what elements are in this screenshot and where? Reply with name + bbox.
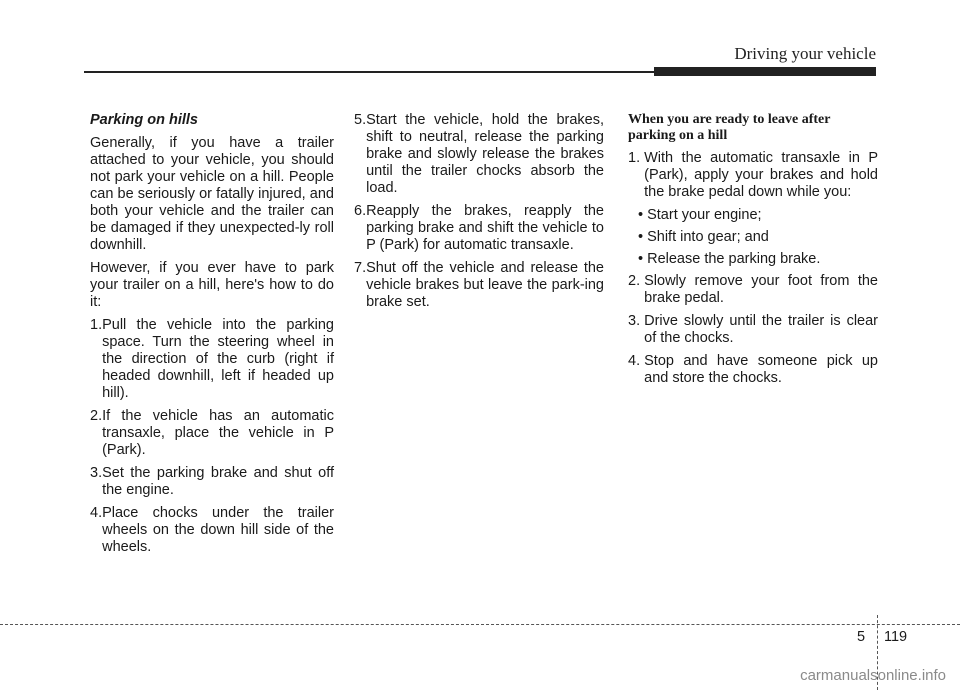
- step-text: Slowly remove your foot from the brake pedal.: [644, 273, 878, 306]
- subsection-heading: When you are ready to leave after parking on a hill: [628, 112, 831, 143]
- step-text: Place chocks under the trailer wheels on the down hill side of the wheels.: [102, 505, 334, 555]
- bullet-item: • Start your engine;: [638, 207, 762, 223]
- section-header-title: Driving your vehicle: [734, 44, 876, 63]
- step-number: 5.: [354, 112, 367, 128]
- step-number: 7.: [354, 260, 367, 276]
- step-item: [354, 203, 604, 254]
- section-number: 5: [857, 629, 866, 645]
- page-number: 119: [884, 629, 908, 645]
- step-item: [354, 112, 604, 197]
- step-item: [628, 353, 878, 387]
- step-number: 6.: [354, 203, 367, 219]
- step-item: [90, 465, 334, 499]
- bullet-item: • Release the parking brake.: [638, 251, 821, 267]
- step-text: Start the vehicle, hold the brakes, shift to neutral, release the parking brake and slowly release the brakes until the trailer chocks absorb the load.: [366, 112, 604, 196]
- step-number: 3.: [628, 313, 645, 329]
- step-item: [628, 150, 878, 201]
- step-number: 1.: [628, 150, 645, 166]
- step-item: [628, 273, 878, 307]
- step-text: Stop and have someone pick up and store the chocks.: [644, 353, 878, 386]
- step-text: Shut off the vehicle and release the vehicle brakes but leave the park-ing brake set.: [366, 260, 604, 310]
- column-right: [628, 112, 878, 393]
- step-item: [90, 317, 334, 402]
- step-text: Set the parking brake and shut off the engine.: [102, 465, 334, 498]
- step-number: 2.: [90, 408, 103, 424]
- step-number: 2.: [628, 273, 645, 289]
- header-rule-bar: [654, 67, 876, 76]
- step-number: 1.: [90, 317, 103, 333]
- step-text: If the vehicle has an automatic transaxle, place the vehicle in P (Park).: [102, 408, 334, 458]
- step-item: [354, 260, 604, 311]
- step-number: 3.: [90, 465, 103, 481]
- footer-rule: [0, 624, 960, 625]
- step-number: 4.: [628, 353, 645, 369]
- step-text: Drive slowly until the trailer is clear of the chocks.: [644, 313, 878, 346]
- bullet-item: • Shift into gear; and: [638, 229, 769, 245]
- column-middle: [354, 112, 604, 317]
- watermark: carmanualsonline.info: [800, 667, 946, 684]
- step-text: Reapply the brakes, reapply the parking brake and shift the vehicle to P (Park) for automatic transaxle.: [366, 203, 604, 253]
- step-item: [628, 313, 878, 347]
- step-text: Pull the vehicle into the parking space. Turn the steering wheel in the direction of the curb (right if headed downhill, left if headed up hill).: [102, 317, 334, 401]
- step-number: 4.: [90, 505, 103, 521]
- step-text: With the automatic transaxle in P (Park), apply your brakes and hold the brake pedal down while you:: [644, 150, 878, 200]
- header-rule: [84, 71, 654, 73]
- section-heading: Parking on hills: [90, 112, 198, 128]
- column-left: [90, 112, 334, 562]
- step-item: [90, 408, 334, 459]
- step-item: [90, 505, 334, 556]
- paragraph: However, if you ever have to park your trailer on a hill, here's how to do it:: [90, 260, 334, 310]
- paragraph: Generally, if you have a trailer attached to your vehicle, you should not park your vehicle on a hill. People can be seriously or fatally injured, and both your vehicle and the trailer can be damaged if they unexpected-ly roll downhill.: [90, 135, 334, 253]
